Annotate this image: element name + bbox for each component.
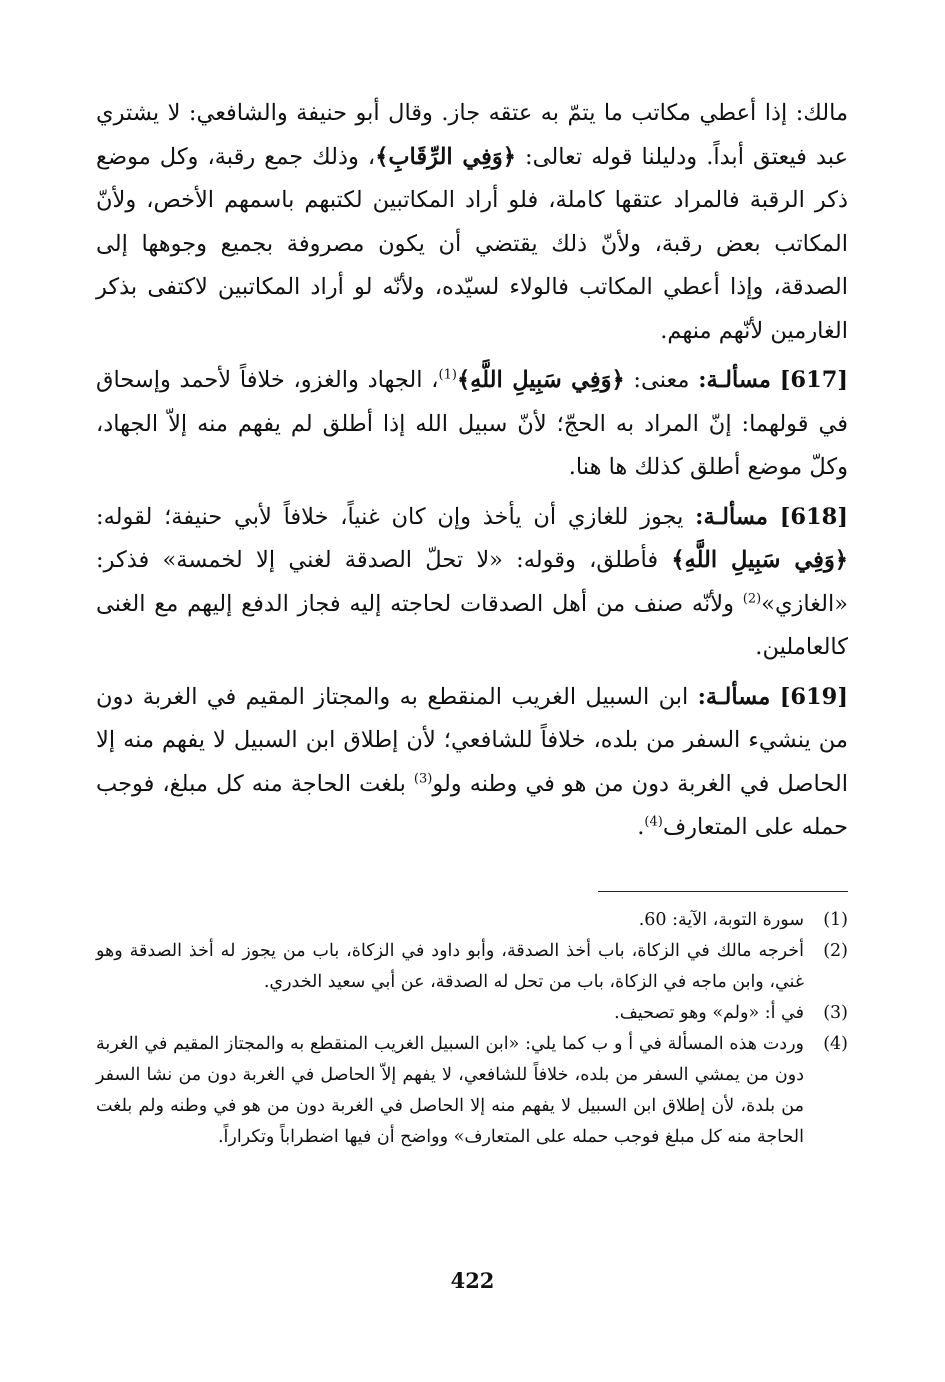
footnotes bbox=[96, 905, 848, 1153]
main-text bbox=[96, 92, 848, 856]
text-run: ابن السبيل الغريب المنقطع به والمجتاز المقيم في الغربة دون من ينشيء السفر من بلده، خلافاً للشافعي؛ لأن إطلاق ابن السبيل لا يفهم منه إلا الحاصل في الغربة دون من هو في وطنه ولو bbox=[96, 683, 848, 797]
text-run: معنى: bbox=[624, 367, 699, 393]
issue-number: [617] bbox=[779, 367, 849, 393]
text-run: بلغت الحاجة منه كل مبلغ، فوجب حمله على المتعارف bbox=[96, 770, 848, 840]
footnote-text: سورة التوبة، الآية: 60. bbox=[638, 910, 804, 930]
page-number: 422 bbox=[450, 1268, 495, 1293]
text-run: فأطلق، وقوله: «لا تحلّ الصدقة لغني إلا لخمسة» فذكر: «الغازي» bbox=[96, 547, 848, 617]
text-run: ، وذلك جمع رقبة، وكل موضع ذكر الرقبة فالمراد عتقها كاملة، فلو أراد المكاتبين لكتبهم باسمهم الأخص، ولأنّ المكاتب بعض رقبة، ولأنّ ذلك يقتضي أن يكون مصروفة بجميع وجوهها إلى الصدقة، وإذا أعطي المكاتب فالولاء لسيّده، ولأنّه لو أراد المكاتبين لاكتفى بذكر الغارمين لأنّهم منهم. bbox=[96, 143, 848, 344]
text-run: ، الجهاد والغزو، خلافاً لأحمد وإسحاق في قولهما: إنّ المراد به الحجّ؛ لأنّ سبيل الله إذا أطلق لم يفهم منه إلاّ الجهاد، وكلّ موضع أطلق كذلك ها هنا. bbox=[96, 367, 848, 480]
issue-label: مسألـة: bbox=[697, 683, 771, 710]
issue-number: [618] bbox=[779, 503, 848, 530]
issue-619 bbox=[96, 676, 848, 850]
issue-label: مسألـة: bbox=[698, 367, 771, 393]
footnote-mark: (4) bbox=[823, 1034, 848, 1054]
footnote bbox=[96, 1029, 848, 1153]
footnote-mark: (1) bbox=[823, 910, 848, 930]
footnote-ref[interactable]: (4) bbox=[644, 814, 663, 830]
footnote-ref[interactable]: (3) bbox=[413, 771, 433, 786]
text-run: . bbox=[637, 814, 645, 840]
footnote bbox=[96, 998, 848, 1029]
paragraph-continuation bbox=[96, 92, 848, 353]
footnote-separator bbox=[598, 891, 848, 892]
footnote bbox=[96, 905, 848, 936]
quran-quote: ﴿وَفِي الرِّقَابِ﴾ bbox=[375, 143, 516, 170]
footnote-ref[interactable]: (1) bbox=[438, 367, 457, 383]
issue-label: مسألـة: bbox=[695, 503, 768, 530]
footnote-mark: (2) bbox=[823, 941, 848, 961]
footnote bbox=[96, 936, 848, 998]
footnote-text: أخرجه مالك في الزكاة، باب أخذ الصدقة، وأبو داود في الزكاة، باب من يجوز له أخذ الصدقة وهو غني، وابن ماجه في الزكاة، باب من تحل له الصدقة، عن أبي سعيد الخدري. bbox=[96, 941, 804, 992]
issue-number: [619] bbox=[779, 683, 848, 710]
issue-617 bbox=[96, 359, 848, 490]
footnote-text: في أ: «ولم» وهو تصحيف. bbox=[614, 1003, 804, 1023]
text-run: مالك: إذا أعطي مكاتب ما يتمّ به عتقه جاز. وقال أبو حنيفة والشافعي: لا يشتري عبد فيعتق أبداً. ودليلنا قوله تعالى: bbox=[96, 100, 849, 170]
text-run: يجوز للغازي أن يأخذ وإن كان غنياً، خلافاً لأبي حنيفة؛ لقوله: bbox=[96, 503, 696, 530]
footnote-ref[interactable]: (2) bbox=[742, 591, 762, 606]
footnote-text: وردت هذه المسألة في أ و ب كما يلي: «ابن السبيل الغريب المنقطع به والمجتاز المقيم في الغربة دون من يمشي السفر من بلده، خلافاً للشافعي، لا يفهم إلاّ الحاصل في الغربة دون من نشا السفر من بلدة، لأن إطلاق ابن السبيل لا يفهم منه إلا الحاصل في الغربة دون من هو في وطنه ولم بلغت الحاجة منه كل مبلغ فوجب حمله على المتعارف» وواضح أن فيها اضطراباً وتكراراً. bbox=[96, 1034, 804, 1147]
footnote-mark: (3) bbox=[823, 1003, 848, 1023]
text-run: ولأنّه صنف من أهل الصدقات لحاجته إليه فجاز الدفع إليهم مع الغنى كالعاملين. bbox=[96, 590, 848, 660]
issue-618 bbox=[96, 496, 848, 670]
quran-quote: ﴿وَفِي سَبِيلِ اللَّهِ﴾ bbox=[456, 367, 625, 393]
quran-quote: ﴿وَفِي سَبِيلِ اللَّهِ﴾ bbox=[671, 547, 848, 573]
